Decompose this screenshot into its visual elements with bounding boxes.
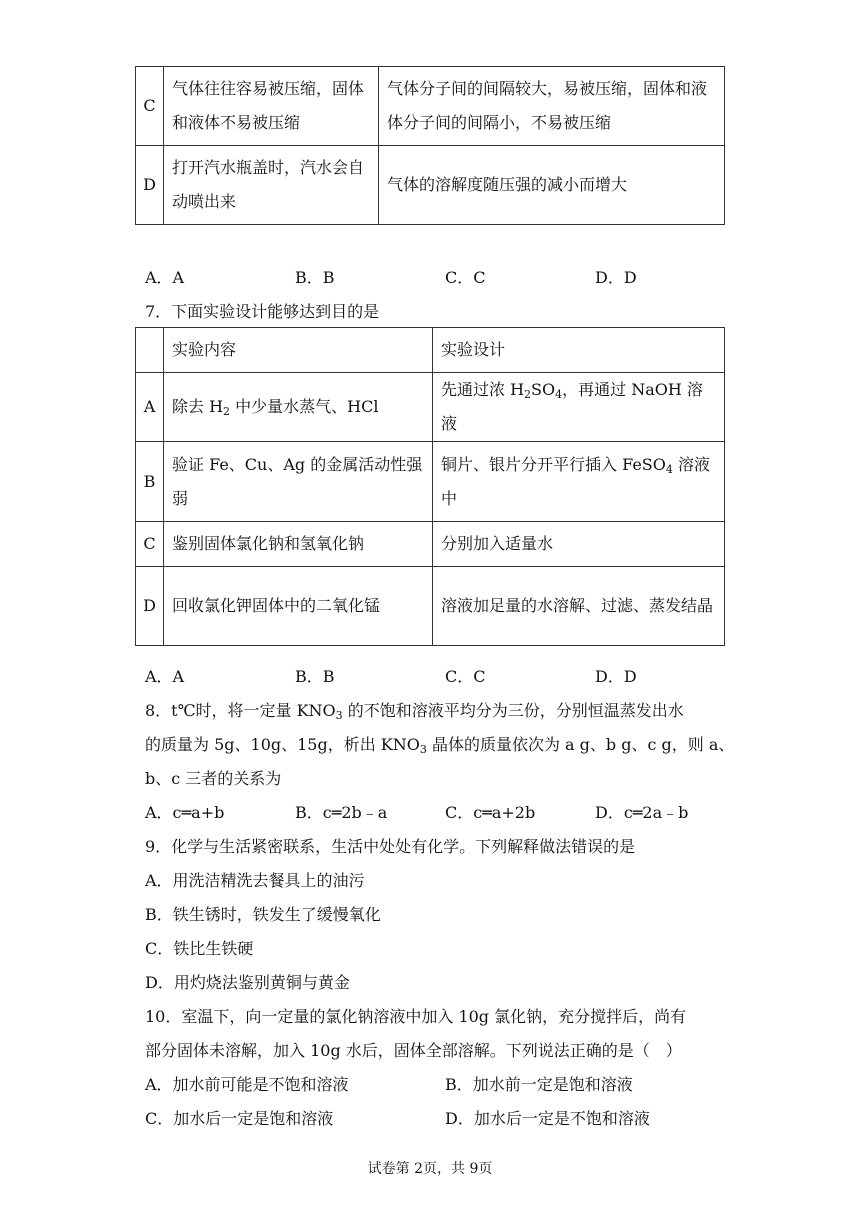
q7-row-content: 除去 $H_2$ 中少量水蒸气、HCl	[164, 373, 433, 442]
q9-option-a: A．用洗洁精洗去餐具上的油污	[145, 871, 365, 890]
q6-row-phenomenon: 打开汽水瓶盖时，汽水会自动喷出来	[164, 146, 379, 225]
q10-option-b: B．加水前一定是饱和溶液	[445, 1075, 633, 1094]
q7-row-key: B	[136, 442, 164, 522]
q9-stem: 9．化学与生活紧密联系，生活中处处有化学。下列解释做法错误的是	[145, 837, 636, 856]
q6-table	[135, 66, 725, 225]
q10-option-c: C．加水后一定是饱和溶液	[145, 1109, 334, 1128]
q7-table	[135, 327, 725, 646]
q8-stem-line2: 的质量为 5g、10g、15g，析出 $KNO_3$ 晶体的质量依次为 a g、b g、c g，则 a、	[145, 735, 735, 756]
q8-option-c: C．c═a+2b	[445, 803, 536, 822]
q7-row-content: 回收氯化钾固体中的二氧化锰	[164, 567, 433, 646]
q10-stem-line1: 10．室温下，向一定量的氯化钠溶液中加入 10g 氯化钠，充分搅拌后，尚有	[145, 1007, 687, 1026]
q7-stem: 7．下面实验设计能够达到目的是	[145, 302, 380, 321]
q8-option-a: A．c═a+b	[145, 803, 225, 822]
q6-row-explanation: 气体分子间的间隔较大，易被压缩，固体和液体分子间的间隔小，不易被压缩	[379, 67, 725, 146]
q7-row-design: 铜片、银片分开平行插入 FeSO$_4$ 溶液中	[433, 442, 725, 522]
q6-row-key: C	[136, 67, 164, 146]
q8-stem-line3: b、c 三者的关系为	[145, 769, 282, 788]
q6-row-explanation: 气体的溶解度随压强的减小而增大	[379, 146, 725, 225]
q7-row-design: 分别加入适量水	[433, 522, 725, 567]
q7-option-c: C．C	[445, 667, 486, 686]
q8-option-b: B．c═2b﹣a	[295, 803, 388, 822]
q8-option-d: D．c═2a﹣b	[595, 803, 689, 822]
q10-stem-line2: 部分固体未溶解，加入 10g 水后，固体全部溶解。下列说法正确的是（ ）	[145, 1041, 682, 1060]
q9-option-d: D．用灼烧法鉴别黄铜与黄金	[145, 973, 350, 992]
q9-option-c: C．铁比生铁硬	[145, 939, 254, 958]
q7-row-design: 溶液加足量的水溶解、过滤、蒸发结晶	[433, 567, 725, 646]
q7-row-key: A	[136, 373, 164, 442]
q7-row-key: D	[136, 567, 164, 646]
q7-header-content: 实验内容	[164, 328, 433, 373]
q6-row-key: D	[136, 146, 164, 225]
q7-row-key: C	[136, 522, 164, 567]
q7-row-design: 先通过浓 $H_2SO_4$，再通过 NaOH 溶液	[433, 373, 725, 442]
q6-option-c: C．C	[445, 268, 486, 287]
q9-option-b: B．铁生锈时，铁发生了缓慢氧化	[145, 905, 381, 924]
q7-row-content: 验证 Fe、Cu、Ag 的金属活动性强弱	[164, 442, 433, 522]
page-footer: 试卷第 2页，共 9页	[367, 1161, 493, 1177]
q7-header-design: 实验设计	[433, 328, 725, 373]
q7-option-b: B．B	[295, 667, 335, 686]
q10-option-a: A．加水前可能是不饱和溶液	[145, 1075, 349, 1094]
q7-option-a: A．A	[145, 667, 185, 686]
q6-option-a: A．A	[145, 268, 185, 287]
q7-row-content: 鉴别固体氯化钠和氢氧化钠	[164, 522, 433, 567]
q10-option-d: D．加水后一定是不饱和溶液	[445, 1109, 650, 1128]
q6-option-d: D．D	[595, 268, 637, 287]
q6-row-phenomenon: 气体往往容易被压缩，固体和液体不易被压缩	[164, 67, 379, 146]
q7-option-d: D．D	[595, 667, 637, 686]
q6-option-b: B．B	[295, 268, 335, 287]
q7-header-key	[136, 328, 164, 373]
q8-stem-line1: 8．t℃时，将一定量 $KNO_3$ 的不饱和溶液平均分为三份，分别恒温蒸发出水	[145, 701, 684, 722]
